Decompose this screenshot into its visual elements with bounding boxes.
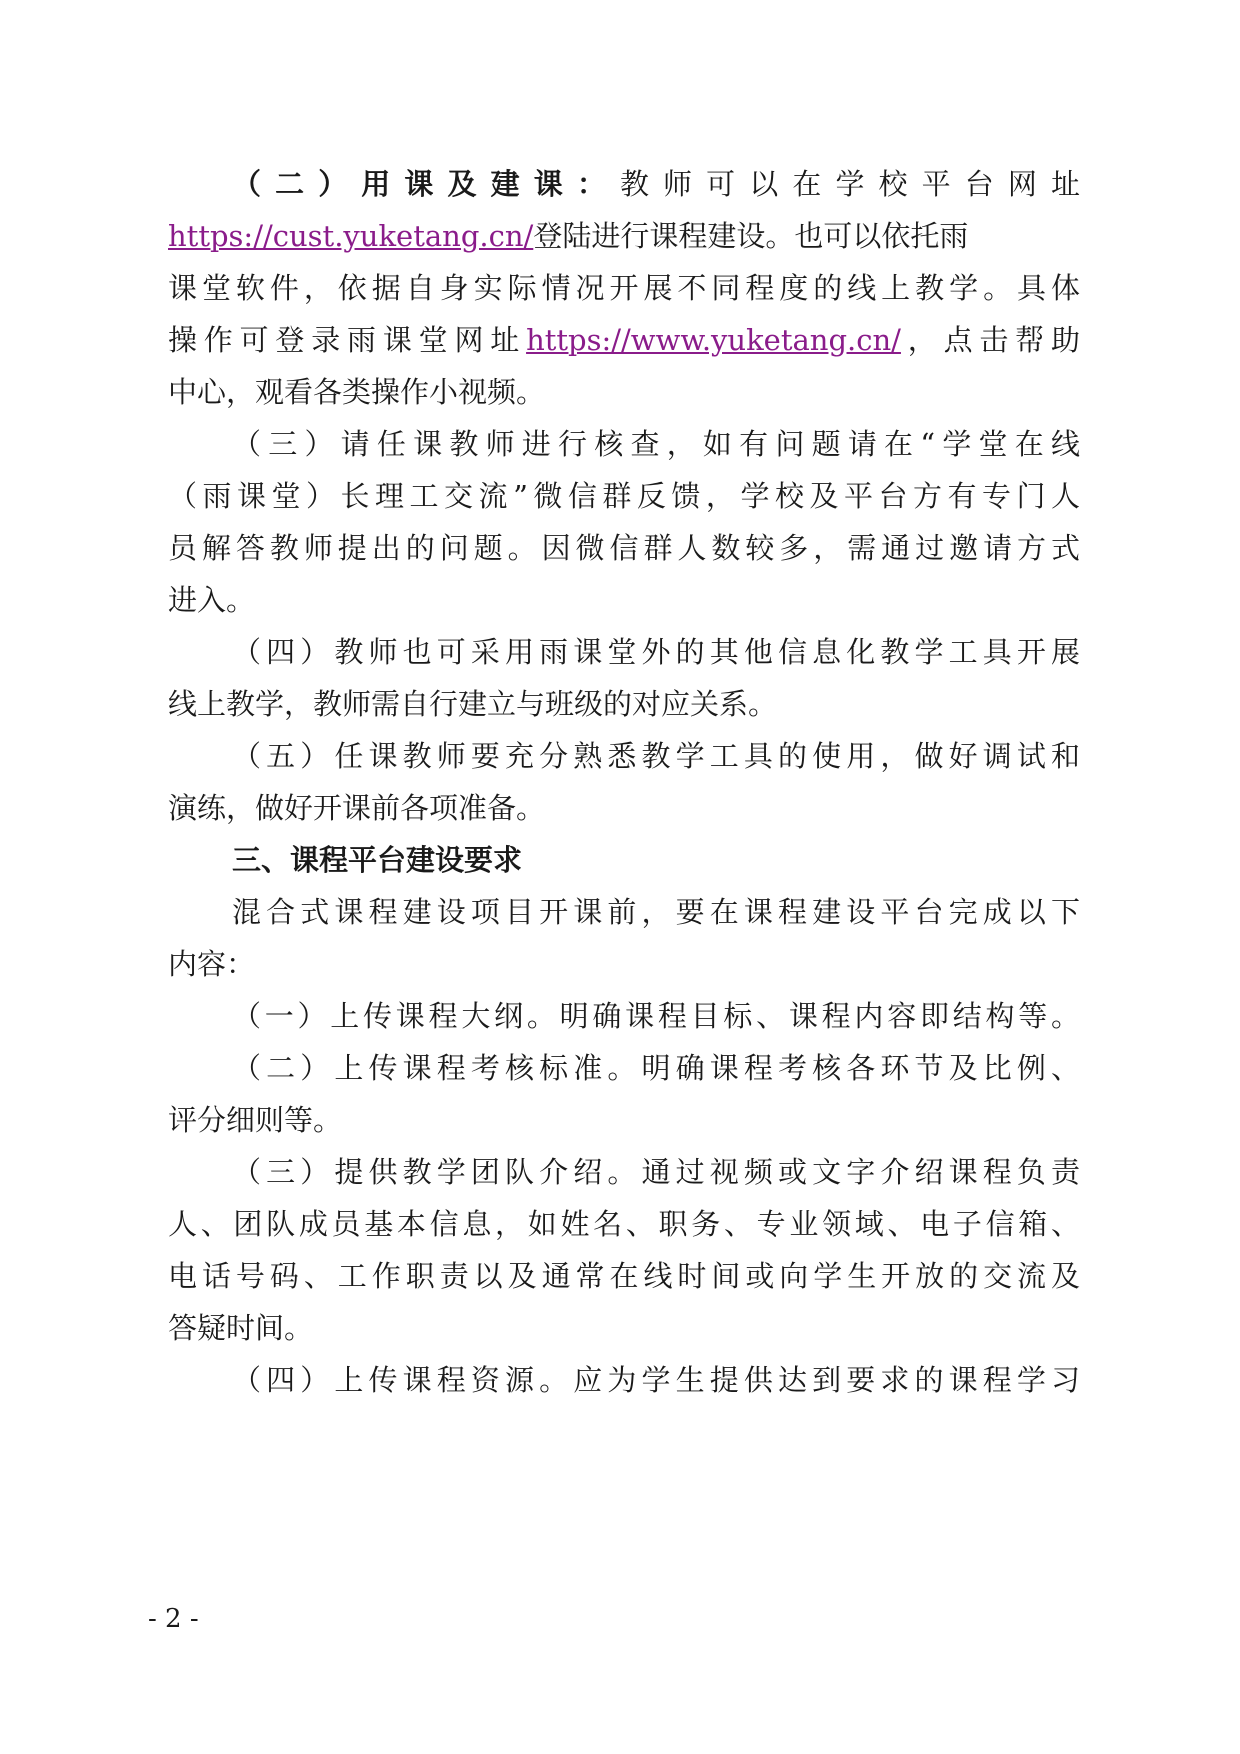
paragraph-line: （三）请任课教师进行核查，如有问题请在“学堂在线 — [232, 427, 1080, 461]
paragraph-line: 员解答教师提出的问题。因微信群人数较多，需通过邀请方式 — [168, 531, 1080, 565]
page-number: - 2 - — [148, 1604, 199, 1634]
paragraph-line: （雨课堂）长理工交流”微信群反馈，学校及平台方有专门人 — [168, 479, 1080, 513]
section-heading: 三、课程平台建设要求 — [232, 843, 523, 877]
paragraph-line: （二）上传课程考核标准。明确课程考核各环节及比例、 — [232, 1051, 1080, 1085]
paragraph-line: 电话号码、工作职责以及通常在线时间或向学生开放的交流及 — [168, 1259, 1080, 1293]
paragraph-line: 内容： — [168, 947, 256, 981]
paragraph-line: 线上教学，教师需自行建立与班级的对应关系。 — [168, 687, 778, 721]
paragraph-line: 答疑时间。 — [168, 1311, 314, 1345]
section-subtitle: （二）用课及建课： — [232, 167, 620, 201]
paragraph-line: （一）上传课程大纲。明确课程目标、课程内容即结构等。 — [232, 999, 1080, 1033]
paragraph-line: 评分细则等。 — [168, 1103, 343, 1137]
paragraph-line: （四）教师也可采用雨课堂外的其他信息化教学工具开展 — [232, 635, 1080, 669]
paragraph-line: 课堂软件，依据自身实际情况开展不同程度的线上教学。具体 — [168, 271, 1080, 305]
paragraph-line: （五）任课教师要充分熟悉教学工具的使用，做好调试和 — [232, 739, 1080, 773]
paragraph-line: （四）上传课程资源。应为学生提供达到要求的课程学习 — [232, 1363, 1080, 1397]
paragraph-line: 混合式课程建设项目开课前，要在课程建设平台完成以下 — [232, 895, 1080, 929]
paragraph-line: https://cust.yuketang.cn/登陆进行课程建设。也可以依托雨 — [168, 219, 969, 253]
yuketang-link[interactable]: https://www.yuketang.cn/ — [526, 323, 901, 357]
paragraph-line: 中心，观看各类操作小视频。 — [168, 375, 546, 409]
paragraph-line: （二）用课及建课：教师可以在学校平台网址 — [232, 167, 1080, 201]
paragraph-line: （三）提供教学团队介绍。通过视频或文字介绍课程负责 — [232, 1155, 1080, 1189]
paragraph-line: 人、团队成员基本信息，如姓名、职务、专业领域、电子信箱、 — [168, 1207, 1080, 1241]
paragraph-line: 进入。 — [168, 583, 256, 617]
platform-link[interactable]: https://cust.yuketang.cn/ — [168, 219, 534, 253]
paragraph-line: 演练，做好开课前各项准备。 — [168, 791, 546, 825]
paragraph-line: 操作可登录雨课堂网址https://www.yuketang.cn/，点击帮助 — [168, 323, 1080, 357]
